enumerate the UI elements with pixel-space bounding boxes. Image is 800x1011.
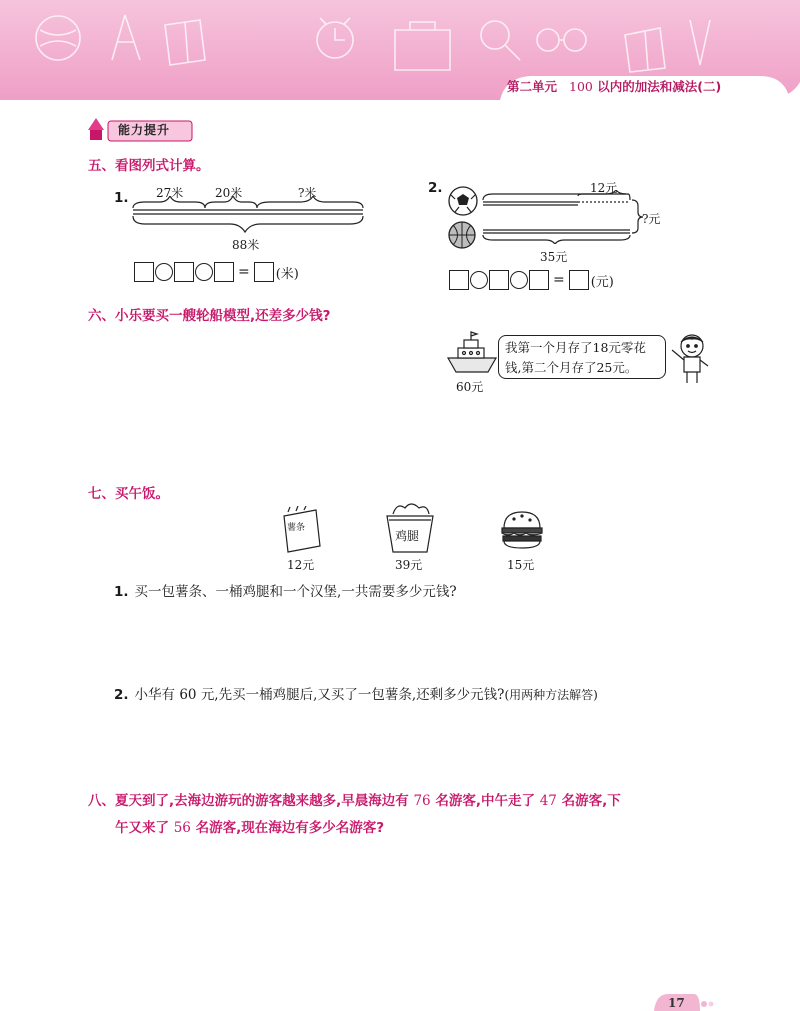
q5-p2-answer-row: [449, 270, 614, 290]
q5-p1-line-diagram: [125, 196, 370, 238]
ship-model-icon: [444, 328, 500, 376]
answer-box[interactable]: [254, 262, 274, 282]
speech-bubble: [498, 335, 666, 379]
unit-title: 第二单元 100 以内的加法和减法(二): [507, 79, 722, 94]
q5-p2-line-diagram: [478, 190, 648, 244]
boy-character-icon: [668, 330, 714, 386]
q6-title: 六、小乐要买一艘轮船模型,还差多少钱?: [88, 308, 331, 324]
q5-p1-seg2-label: 20米: [215, 186, 243, 200]
soccer-ball-icon: [449, 187, 477, 215]
q5-p2-number: 2.: [428, 180, 443, 196]
q5-p2-question-label: ?元: [642, 212, 661, 226]
equals-sign: =: [238, 264, 250, 280]
equals-sign: =: [553, 272, 565, 288]
basketball-icon: [449, 222, 475, 248]
q5-p1-total-label: 88米: [232, 238, 260, 252]
ship-price: 60元: [456, 380, 484, 394]
answer-box[interactable]: [489, 270, 509, 290]
q7-title: 七、买午饭。: [88, 486, 169, 502]
q5-p2-bottom-label: 35元: [540, 250, 568, 264]
hamburger-icon: [500, 510, 544, 550]
q7-sub2: 2. 小华有 60 元,先买一桶鸡腿后,又买了一包薯条,还剩多少元钱?(用两种方法解答): [114, 687, 598, 703]
q5-p1-number: 1.: [114, 190, 129, 206]
page-number: 17: [668, 996, 685, 1010]
operator-circle[interactable]: [195, 263, 213, 281]
q7-sub1: 1. 买一包薯条、一桶鸡腿和一个汉堡,一共需要多少元钱?: [114, 584, 457, 600]
ability-badge-label: 能力提升: [118, 123, 171, 137]
q5-p1-seg1-label: 27米: [156, 186, 184, 200]
answer-box[interactable]: [134, 262, 154, 282]
operator-circle[interactable]: [470, 271, 488, 289]
speech-line-1: 我第一个月存了18元零花: [505, 340, 646, 355]
unit-label: (米): [275, 266, 299, 282]
operator-circle[interactable]: [155, 263, 173, 281]
hamburger-price: 15元: [507, 558, 535, 572]
operator-circle[interactable]: [510, 271, 528, 289]
q5-p1-answer-row: [134, 262, 299, 282]
q5-p2-diff-label: 12元: [590, 181, 618, 195]
answer-box[interactable]: [174, 262, 194, 282]
answer-box[interactable]: [449, 270, 469, 290]
fries-price: 12元: [287, 558, 315, 572]
q5-p2-balls: [445, 185, 481, 251]
answer-box[interactable]: [529, 270, 549, 290]
fries-label: 薯条: [287, 523, 306, 533]
chicken-price: 39元: [395, 558, 423, 572]
q5-title: 五、看图列式计算。: [88, 158, 210, 174]
q5-p1-seg3-label: ?米: [298, 186, 317, 200]
answer-box[interactable]: [569, 270, 589, 290]
q8-line-2: 午又来了 56 名游客,现在海边有多少名游客?: [115, 820, 385, 836]
chicken-label: 鸡腿: [395, 529, 420, 543]
speech-line-2: 钱,第二个月存了25元。: [505, 360, 638, 375]
q8-line-1: 八、夏天到了,去海边游玩的游客越来越多,早晨海边有 76 名游客,中午走了 47 名游客,下: [88, 793, 621, 809]
answer-box[interactable]: [214, 262, 234, 282]
unit-label: (元): [590, 274, 614, 290]
